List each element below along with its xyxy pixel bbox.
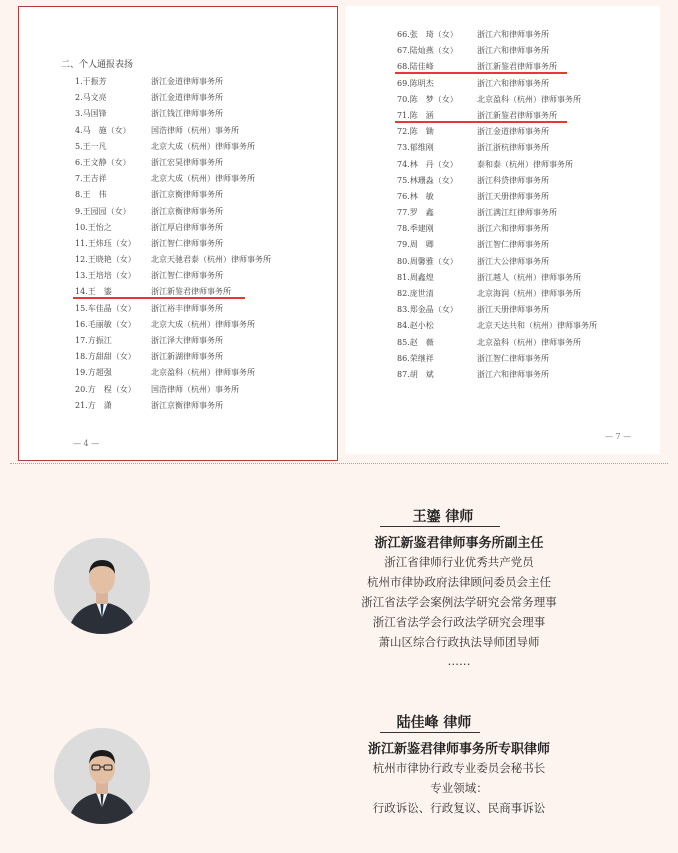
honoree-name: 75.林珊淼（女） [397,175,458,185]
honoree-firm: 浙江天册律师事务所 [477,305,549,315]
honoree-name: 4.马 施（女） [75,125,131,135]
profile-line: 浙江省法学会案例法学研究会常务理事 [361,595,557,609]
honoree-firm: 北京大成（杭州）律师事务所 [151,141,255,151]
profile-line: 浙江省律师行业优秀共产党员 [384,555,534,569]
honoree-name: 15.车佳晶（女） [75,303,136,313]
honoree-name: 18.方甜甜（女） [75,352,136,362]
honoree-firm: 北京大成（杭州）律师事务所 [151,174,255,184]
honoree-name: 66.张 琦（女） [397,30,458,39]
profile-line: 浙江省法学会行政法学研究会理事 [372,615,546,629]
honoree-name: 13.王培培（女） [75,271,136,281]
profile-line: 萧山区综合行政执法导师团导师 [378,635,540,649]
honoree-firm: 浙江新鉴君律师事务所 [477,110,557,120]
honoree-firm: 浙江六和律师事务所 [477,30,549,39]
honoree-firm: 浙江新湖律师事务所 [151,352,223,362]
honoree-name: 67.陆灿燕（女） [397,46,458,56]
honoree-name: 17.方振江 [75,336,112,345]
profile-headline: 浙江新鉴君律师事务所专职律师 [367,742,550,757]
honoree-name: 83.郑金晶（女） [397,305,458,315]
honoree-firm: 浙江智仁律师事务所 [151,238,223,248]
honoree-firm: 浙江京衡律师事务所 [151,190,223,200]
page-number-right: — 7 — [605,432,632,441]
honoree-name: 8.王 伟 [75,190,107,200]
honoree-name: 84.赵小松 [397,321,434,331]
document-page-right [345,6,660,454]
honoree-name: 86.荣继祥 [397,353,434,363]
section-title: 二、个人通报表扬 [61,60,134,70]
profile-line: 杭州市律协行政专业委员会秘书长 [372,761,546,775]
honoree-firm: 浙江新鉴君律师事务所 [477,62,557,72]
honoree-firm: 浙江厚启律师事务所 [151,222,223,232]
profile-line: 行政诉讼、行政复议、民商事诉讼 [372,801,546,815]
honoree-name: 7.王吉祥 [75,174,107,184]
honoree-firm: 浙江智仁律师事务所 [151,271,223,281]
honoree-name: 70.陈 梦（女） [397,94,458,104]
honoree-firm: 浙江满江红律师事务所 [477,208,557,218]
honoree-name: 78.季建刚 [397,224,434,234]
honoree-firm: 北京天驰君泰（杭州）律师事务所 [151,255,271,265]
honoree-name: 87.胡 斌 [397,369,434,379]
honoree-firm: 浙江科贷律师事务所 [477,175,549,185]
honoree-name: 20.方 程（女） [75,384,136,394]
honoree-name: 9.王园园（女） [75,206,131,216]
honoree-name: 72.陈 锄 [397,127,434,137]
document-page-left [18,6,338,461]
honoree-name: 82.庞世清 [397,289,434,298]
honoree-firm: 北京海润（杭州）律师事务所 [477,289,581,298]
honoree-firm: 北京大成（杭州）律师事务所 [151,319,255,329]
honoree-name: 80.周馨雅（女） [397,256,458,266]
honoree-firm: 浙江金道律师事务所 [151,77,223,86]
profile-name: 陆佳峰 律师 [396,715,472,731]
honoree-firm: 浙江金道律师事务所 [477,127,549,137]
honoree-name: 76.林 敏 [397,191,434,201]
honoree-firm: 北京盈科（杭州）律师事务所 [151,368,255,378]
honoree-firm: 浙江宏昊律师事务所 [151,157,223,167]
honoree-name: 85.赵 薇 [397,337,434,347]
honoree-firm: 浙江泽大律师事务所 [151,336,223,345]
profile-line: 专业领域： [430,781,488,795]
honoree-firm: 浙江裕丰律师事务所 [151,303,223,313]
honoree-firm: 浙江大公律师事务所 [477,256,549,266]
honoree-name: 77.罗 鑫 [397,208,434,218]
name-underline [380,732,480,733]
honoree-name: 71.陈 涵 [397,110,434,120]
honoree-name: 69.陈明杰 [397,78,434,88]
honoree-firm: 北京盈科（杭州）律师事务所 [477,337,581,347]
honoree-name: 74.林 丹（女） [397,159,458,169]
honoree-name: 73.郁维刚 [397,143,434,153]
honoree-name: 12.王晓艳（女） [75,255,136,265]
honoree-firm: 浙江六和律师事务所 [477,224,549,234]
honoree-firm: 浙江六和律师事务所 [477,78,549,88]
honoree-firm: 浙江新鉴君律师事务所 [151,287,231,297]
page-number-left: — 4 — [73,439,100,448]
honoree-firm: 浙江六和律师事务所 [477,369,549,379]
honoree-name: 2.马文亮 [75,93,107,103]
profile-name: 王鎏 律师 [412,509,474,525]
honoree-firm: 北京盈科（杭州）律师事务所 [477,94,581,104]
profile-ellipsis: …… [447,654,471,668]
honoree-name: 10.王怡之 [75,222,112,232]
honoree-firm: 浙江越人（杭州）律师事务所 [477,272,581,282]
honoree-firm: 浙江六和律师事务所 [477,46,549,56]
honoree-firm: 泰和泰（杭州）律师事务所 [477,159,573,169]
honoree-firm: 浙江金道律师事务所 [151,93,223,103]
honoree-name: 16.毛丽敏（女） [75,319,136,329]
honoree-firm: 浙江钱江律师事务所 [151,109,223,119]
honoree-name: 14.王 鎏 [75,287,112,297]
honoree-name: 5.王一凡 [75,141,107,151]
honoree-firm: 国浩律师（杭州）事务所 [151,125,239,135]
honoree-name: 81.周鑫煌 [397,272,434,282]
section-divider [10,463,668,464]
name-underline [380,526,500,527]
honoree-firm: 浙江京衡律师事务所 [151,400,223,410]
honoree-firm: 浙江浙杭律师事务所 [477,143,549,153]
honoree-name: 6.王文静（女） [75,157,131,167]
profile-line: 杭州市律协政府法律顾问委员会主任 [367,575,551,589]
honoree-name: 68.陆佳峰 [397,62,434,72]
honoree-name: 19.方超强 [75,368,112,378]
honoree-firm: 浙江智仁律师事务所 [477,240,549,250]
honoree-firm: 浙江智仁律师事务所 [477,353,549,363]
honoree-name: 79.周 卿 [397,240,434,250]
honoree-name: 11.王炜珏（女） [75,238,136,248]
profile-headline: 浙江新鉴君律师事务所副主任 [374,536,544,551]
honoree-name: 1.于振芳 [75,77,107,86]
honoree-name: 3.马国锋 [75,109,107,119]
honoree-firm: 国浩律师（杭州）事务所 [151,384,239,394]
honoree-firm: 浙江天册律师事务所 [477,191,549,201]
honoree-name: 21.方 潇 [75,400,112,410]
honoree-firm: 北京天达共和（杭州）律师事务所 [477,321,597,331]
honoree-firm: 浙江京衡律师事务所 [151,206,223,216]
